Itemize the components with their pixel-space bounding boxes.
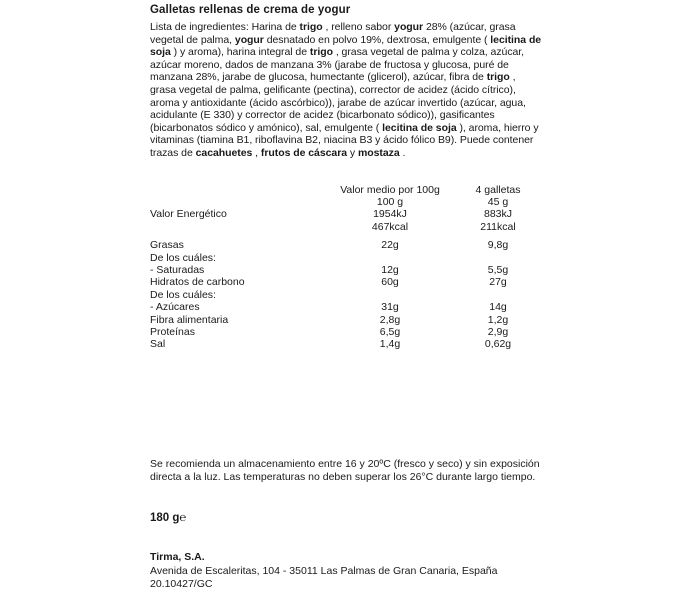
row-label: Fibra alimentaria — [150, 313, 229, 326]
row-label: - Azúcares — [150, 301, 200, 314]
row-per-100g: 60g — [381, 276, 399, 289]
row-per-100g: 6,5g — [379, 326, 401, 338]
table-row — [150, 289, 544, 301]
table-header-row — [150, 184, 544, 196]
label-content — [150, 0, 550, 351]
portion-serving: 45 g — [487, 195, 509, 208]
row-serving: 0,62g — [484, 338, 512, 351]
table-row — [150, 301, 544, 313]
table-row — [150, 264, 544, 276]
company-address: Avenida de Escaleritas, 104 - 35011 Las Palmas de Gran Canaria, España — [150, 564, 498, 577]
table-row — [150, 208, 544, 220]
row-per-100g: 31g — [381, 301, 399, 314]
company-block — [150, 551, 550, 592]
row-serving: 14g — [489, 301, 507, 314]
estimated-sign-icon: ℮ — [179, 512, 187, 524]
portion-label — [150, 196, 328, 208]
portion-per-100g: 100 g — [376, 195, 404, 208]
ingredients-paragraph — [150, 21, 544, 160]
row-label — [150, 221, 328, 233]
row-serving: 883kJ — [483, 208, 513, 221]
storage-instructions: Se recomienda un almacenamiento entre 16 y 20ºC (fresco y seco) y sin exposición directa a la luz. Las temperaturas no deben superar los 26°C durante largo tiempo. — [150, 458, 540, 483]
row-serving: 5,5g — [487, 263, 509, 276]
row-label: Grasas — [150, 239, 184, 252]
header-cell-blank — [150, 184, 328, 196]
table-row — [150, 239, 544, 251]
row-serving: 9,8g — [487, 239, 509, 252]
row-serving: 1,2g — [487, 313, 509, 326]
row-label: - Saturadas — [150, 263, 205, 276]
row-per-100g: 1954kJ — [373, 208, 407, 221]
row-label: De los cuáles: — [150, 288, 216, 301]
company-name: Tirma, S.A. — [150, 551, 205, 563]
row-label: Valor Energético — [150, 208, 227, 221]
table-row — [150, 338, 544, 350]
row-label: Hidratos de carbono — [150, 276, 245, 289]
row-per-100g — [328, 289, 452, 301]
page-title: Galletas rellenas de crema de yogur — [150, 4, 351, 16]
header-cell-serving: 4 galletas — [475, 183, 521, 196]
company-code: 20.10427/GC — [150, 578, 213, 590]
row-label: Sal — [150, 338, 166, 351]
row-serving: 211kcal — [480, 220, 516, 233]
row-per-100g — [328, 252, 452, 264]
row-per-100g: 2,8g — [379, 313, 401, 326]
row-serving: 27g — [489, 276, 507, 289]
table-row — [150, 252, 544, 264]
header-cell-per-100g: Valor medio por 100g — [340, 183, 440, 196]
net-weight-value: 180 g — [150, 512, 180, 524]
row-serving — [452, 289, 544, 301]
row-label: De los cuáles: — [150, 251, 216, 264]
ingredients-heading: Lista de ingredientes: — [150, 21, 249, 33]
row-serving — [452, 252, 544, 264]
net-weight — [150, 512, 186, 524]
row-serving: 2,9g — [487, 326, 509, 338]
row-per-100g: 22g — [381, 239, 399, 252]
table-row — [150, 314, 544, 326]
row-label: Proteínas — [150, 326, 195, 338]
ingredients-text: Harina de trigo , relleno sabor yogur 28% (azúcar, grasa vegetal de palma, yogur desnatado en polvo 19%, dextrosa, emulgente ( lecitina de soja ) y aroma), harina integral de trigo , grasa vegetal de palma y colza, azúcar, azúcar moreno, dados de manzana 3% (jarabe de fructosa y glucosa, puré de manzana 28%, jarabe de glucosa, humectante (glicerol), azúcar, fibra de trigo , grasa vegetal de palma, gelificante (pectina), corrector de acidez (ácido cítrico), aroma y antioxidante (ácido ascórbico)), jarabe de azúcar invertido (azúcar, agua, acidulante (E 330) y corrector de acidez (bicarbonato sódico)), gasificantes (bicarbonatos sódico y amónico), sal, emulgente ( lecitina de soja ), aroma, hierro y vitaminas (tiamina B1, riboflavina B2, niacina B3 y ácido fólico B9). Puede contener trazas de cacahuetes , frutos de cáscara y mostaza . — [150, 21, 542, 159]
row-per-100g: 1,4g — [379, 338, 401, 351]
table-row — [150, 326, 544, 338]
table-row — [150, 221, 544, 233]
table-row — [150, 276, 544, 288]
table-row-portion — [150, 196, 544, 208]
nutrition-table — [150, 184, 544, 351]
row-per-100g: 12g — [381, 263, 399, 276]
row-per-100g: 467kcal — [371, 220, 409, 233]
